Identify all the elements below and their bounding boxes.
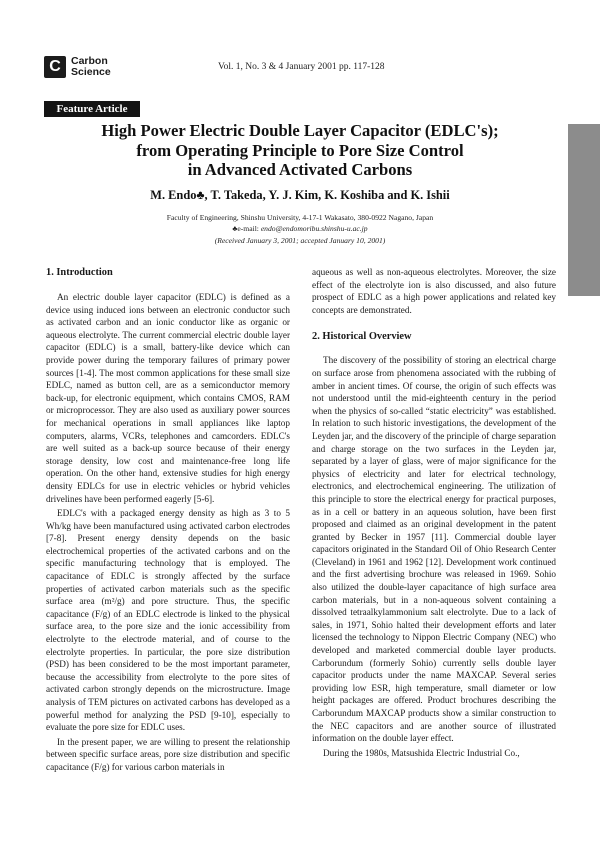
section-heading-historical-overview: 2. Historical Overview [312,331,412,343]
article-type-label: Feature Article [44,101,140,117]
affiliation-block [60,212,540,246]
journal-name [71,56,111,78]
title-line-3: in Advanced Activated Carbons [187,160,413,179]
journal-logo [44,56,111,78]
article-title [60,121,540,180]
intro-paragraph-3: In the present paper, we are willing to present the relationship between specific surface areas, pore size distribution and specific capacitance (F/g) for various carbon materials in [46,736,290,772]
affiliation-address: Faculty of Engineering, Shinshu University, 4-17-1 Wakasato, 380-0922 Nagano, Japan [166,213,434,222]
side-tab-marker [568,124,600,296]
journal-reference: Vol. 1, No. 3 & 4 January 2001 pp. 117-128 [218,62,385,72]
email-prefix: ♣e-mail: [232,224,261,234]
title-line-1: High Power Electric Double Layer Capacitor (EDLC's); [101,121,499,140]
received-dates: (Received January 3, 2001; accepted January 10, 2001) [214,235,386,245]
history-paragraph-1: The discovery of the possibility of storing an electrical charge on surface arose from phenomena associated with the rubbing of amber in ancient times. Of course, the origin of such effects was not understood until the mid-eighteenth century in the period when the physics of so-called “static electricity” was established. In relation to such historic investigations, the development of the Leyden jar, and the discovery of the principle of charge separation and charge storage on the two surfaces in the Leyden jar, separated by a layer of glass, were of major significance for the physics of electricity and later for electrical technology, electronics, and electrochemical engineering. The utilization of this principle to store the electrical energy for practical purposes, as in a cell or battery in an aqueous solution, have been first proposed and claimed as an original development in the patent granted by Becker in 1957 [11]. Commercial double layer capacitors originated in the Standard Oil of Ohio Research Center (Cleveland) in 1961 and 1962 [12]. Development work continued and the first advertising brochure was released in 1969. Sohio also utilized the double-layer capacitance of high surface area carbon materials, but in a non-aqueous solvent containing a dissolved tetraalkylammonium salt electrolyte. Due to a lack of sales, in 1971, Sohio halted their development efforts and later licensed the technology to Nippon Electric Company (NEC) who developed and marketed commercial double layer products. Carborundum (formerly Sohio) currently sells double layer capacitor products under the name MAXCAP. Several series providing low ESR, high temperature, small diameter or low height packages are offered. Product brochures describing the Carborundum MAXCAP products show a similar construction to the NEC capacitors and are another source of illustrated information on the double layer effect. [312,355,556,744]
history-paragraph-2: During the 1980s, Matsushida Electric Industrial Co., [323,747,520,758]
intro-paragraph-1: An electric double layer capacitor (EDLC) is defined as a device using induced ions between an electronic conductor such as activated carbon and an ionic conductor like as organic or aqueous electrolyte. The current commercial electric double layer capacitor (EDLC) is a small, battery-like device which can provide power during the temporary failures of primary power sources [1-4]. The most common applications for these small size EDLC, named as button cell, are as a semiconductor memory back-up, for electronic equipment, which contains CMOS, RAM or microprocessor. They are also used as auxiliary power sources for mechanical operations in small appliances like laptop computers, alarms, VCRs, telephones and camcorders. EDLC's are well suited as a back-up source because of their energy storage density, low cost and maintenance-free long life operation. On the other hand, extensive studies for high energy density EDLCs for use in electric vehicles or hybrid vehicles drivelines have been performed eagerly [5-6]. [46,292,290,504]
corresponding-email [60,223,540,234]
intro-paragraph-3-continued: aqueous as well as non-aqueous electrolytes. Moreover, the size effect of the electrolyte ion is also discussed, and also future prospect of EDLC as a high power applications and related key concepts are demonstrated. [312,267,556,315]
journal-name-line2: Science [71,66,111,78]
intro-paragraph-2: EDLC's with a packaged energy density as high as 3 to 5 Wh/kg have been manufactured using activated carbon electrodes [7-8]. Present energy density depends on the basic electrochemical properties of the activated carbons and on the specific manufacturing technology that is employed. The capacitance of EDLC is strongly affected by the surface properties of activated carbon materials such as the specific surface area (m²/g) and pore structure. Thus, the specific capacitance (F/g) of an EDLC electrode is linked to the physical surface area, to the pore size and the ionic accessibility from electrolyte to the electrode material, and of course to the electrolyte properties. In particular, the pore size distribution (PSD) has been considered to be the most important parameter, because the accessibility from electrolyte to the pore sites of activated carbon strongly depends on the microstructure. Image analysis of TEM pictures on activated carbons has developed as a powerful method for analyzing the PSD [9-10], especially to evaluate the pore size for EDLC uses. [46,508,290,733]
right-column [312,266,556,759]
journal-name-line1: Carbon [71,55,108,67]
title-line-2: from Operating Principle to Pore Size Control [136,140,464,160]
carbon-science-logo-icon: C [44,56,66,78]
section-heading-introduction: 1. Introduction [46,267,113,278]
left-column [46,266,290,774]
author-list: M. Endo♣, T. Takeda, Y. J. Kim, K. Koshiba and K. Ishii [150,188,450,202]
email-address: endo@endomoribu.shinshu-u.ac.jp [260,224,368,234]
